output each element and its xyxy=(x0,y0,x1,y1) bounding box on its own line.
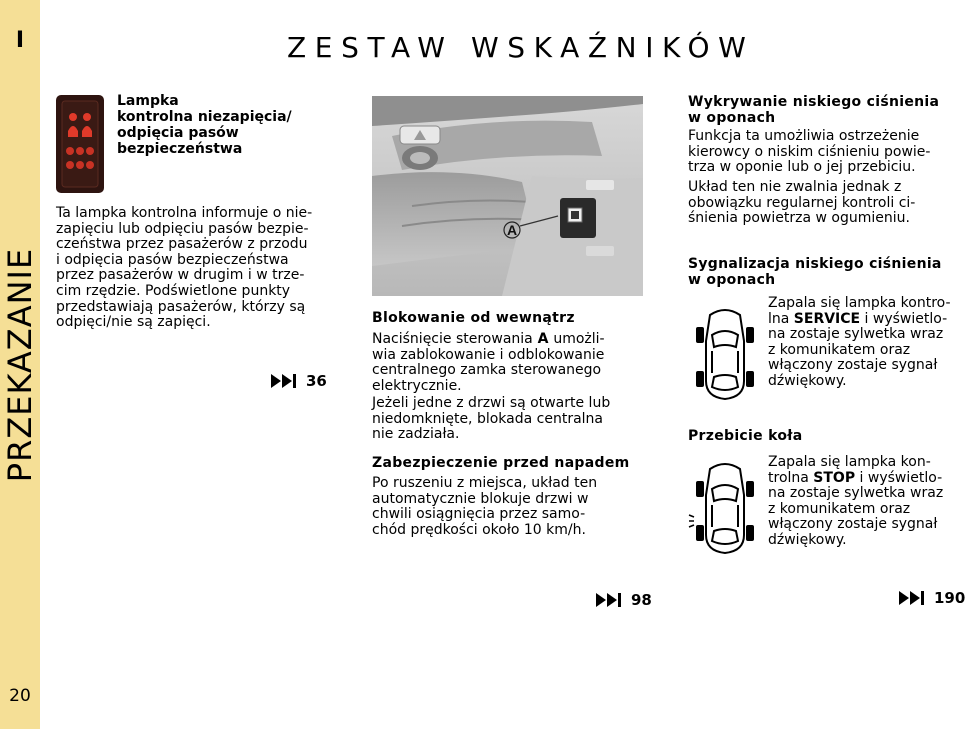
section-number: I xyxy=(15,28,25,53)
title-line: Wykrywanie niskiego ciśnienia xyxy=(688,94,940,110)
text-line: nie zadziała. xyxy=(372,426,460,443)
text-line: elektrycznie. xyxy=(372,377,462,394)
heading-line: Lampka xyxy=(117,93,179,109)
text-line: Po ruszeniu z miejsca, układ ten xyxy=(372,475,598,491)
paragraph xyxy=(768,455,960,549)
title-line: Sygnalizacja niskiego ciśnienia xyxy=(688,256,942,272)
car-punctured-tyre-icon xyxy=(688,455,762,563)
section-title: Zabezpieczenie przed napadem xyxy=(372,455,630,471)
text-line: z komunikatem oraz xyxy=(768,500,911,517)
fast-forward-arrow-icon xyxy=(270,373,298,389)
photo-callout-label: A xyxy=(506,222,518,238)
section-title: Przebicie koła xyxy=(688,428,803,444)
text-line: chwili osiągnięcia przez samo- xyxy=(372,506,586,523)
reference-page-number: 98 xyxy=(631,591,652,609)
text-line: włączony zostaje sygnał xyxy=(768,516,938,533)
text-line: Jeżeli jedne z drzwi są otwarte lub xyxy=(372,395,611,411)
seatbelt-warning-lamp-icon xyxy=(56,95,104,193)
heading-line: odpięcia pasów xyxy=(117,125,239,141)
section-title xyxy=(688,94,960,126)
text-line: włączony zostaje sygnał xyxy=(768,357,938,374)
text-line: Zapala się lampka kontro- xyxy=(768,295,951,311)
lamp-heading xyxy=(117,93,297,157)
text-line: trza w oponie lub o jej przebiciu. xyxy=(688,159,916,176)
text-line: śnienia powietrza w ogumieniu. xyxy=(688,210,910,227)
title-line: w oponach xyxy=(688,110,776,126)
page-reference-link[interactable] xyxy=(898,589,965,607)
text-line: obowiązku regularnej kontroli ci- xyxy=(688,194,916,211)
text-line: dźwiękowy. xyxy=(768,531,847,548)
page-number: 20 xyxy=(9,686,31,706)
paragraph xyxy=(372,396,643,443)
page-reference-link[interactable] xyxy=(270,372,327,390)
text-line: i odpięcia pasów bezpieczeństwa xyxy=(56,251,289,268)
section-title: Blokowanie od wewnątrz xyxy=(372,310,575,326)
text-line: dźwiękowy. xyxy=(768,372,847,389)
fast-forward-arrow-icon xyxy=(595,592,623,608)
text-line: przedstawiają pasażerów, którzy są xyxy=(56,298,306,315)
paragraph xyxy=(372,332,643,394)
text-line: Funkcja ta umożliwia ostrzeżenie xyxy=(688,128,920,144)
text-line: cim rzędzie. Podświetlone punkty xyxy=(56,282,291,299)
car-low-tyre-pressure-icon xyxy=(688,301,762,409)
heading-line: kontrolna niezapięcia/ xyxy=(117,109,292,125)
central-locking-button-photo xyxy=(372,96,643,296)
text-line: przez pasażerów w drugim i w trze- xyxy=(56,267,305,284)
chapter-title-vertical: PRZEKAZANIE xyxy=(1,247,39,483)
text-line: trolna STOP i wyświetlo- xyxy=(768,469,943,486)
text-line: na zostaje sylwetka wraz xyxy=(768,485,944,502)
text-line: Zapala się lampka kon- xyxy=(768,454,931,470)
text-line: wia zablokowanie i odblokowanie xyxy=(372,346,605,363)
text-line: kierowcy o niskim ciśnieniu powie- xyxy=(688,143,931,160)
page-reference-link[interactable] xyxy=(595,591,652,609)
text-line: automatycznie blokuje drzwi w xyxy=(372,490,589,507)
paragraph xyxy=(768,296,960,390)
text-line: Naciśnięcie sterowania A umożli- xyxy=(372,331,605,347)
text-line: odpięci/nie są zapięci. xyxy=(56,314,211,331)
page-title: ZESTAW WSKAŹNIKÓW xyxy=(287,31,755,64)
text-line: na zostaje sylwetka wraz xyxy=(768,326,944,343)
text-line: Ta lampka kontrolna informuje o nie- xyxy=(56,205,313,221)
text-line: centralnego zamka sterowanego xyxy=(372,362,602,379)
section-title xyxy=(688,256,960,288)
text-line: chód prędkości około 10 km/h. xyxy=(372,521,586,538)
fast-forward-arrow-icon xyxy=(898,590,926,606)
text-line: niedomknięte, blokada centralna xyxy=(372,410,603,427)
title-line: w oponach xyxy=(688,272,776,288)
text-line: czeństwa przez pasażerów z przodu xyxy=(56,236,308,253)
text-line: zapięciu lub odpięciu pasów bezpie- xyxy=(56,220,309,237)
reference-page-number: 36 xyxy=(306,372,327,390)
paragraph xyxy=(688,129,960,176)
lamp-description xyxy=(56,206,330,331)
heading-line: bezpieczeństwa xyxy=(117,141,243,157)
text-line: Układ ten nie zwalnia jednak z xyxy=(688,179,902,195)
text-line: z komunikatem oraz xyxy=(768,341,911,358)
text-line: lna SERVICE i wyświetlo- xyxy=(768,310,948,327)
paragraph xyxy=(688,180,960,227)
reference-page-number: 190 xyxy=(934,589,965,607)
paragraph xyxy=(372,476,643,538)
